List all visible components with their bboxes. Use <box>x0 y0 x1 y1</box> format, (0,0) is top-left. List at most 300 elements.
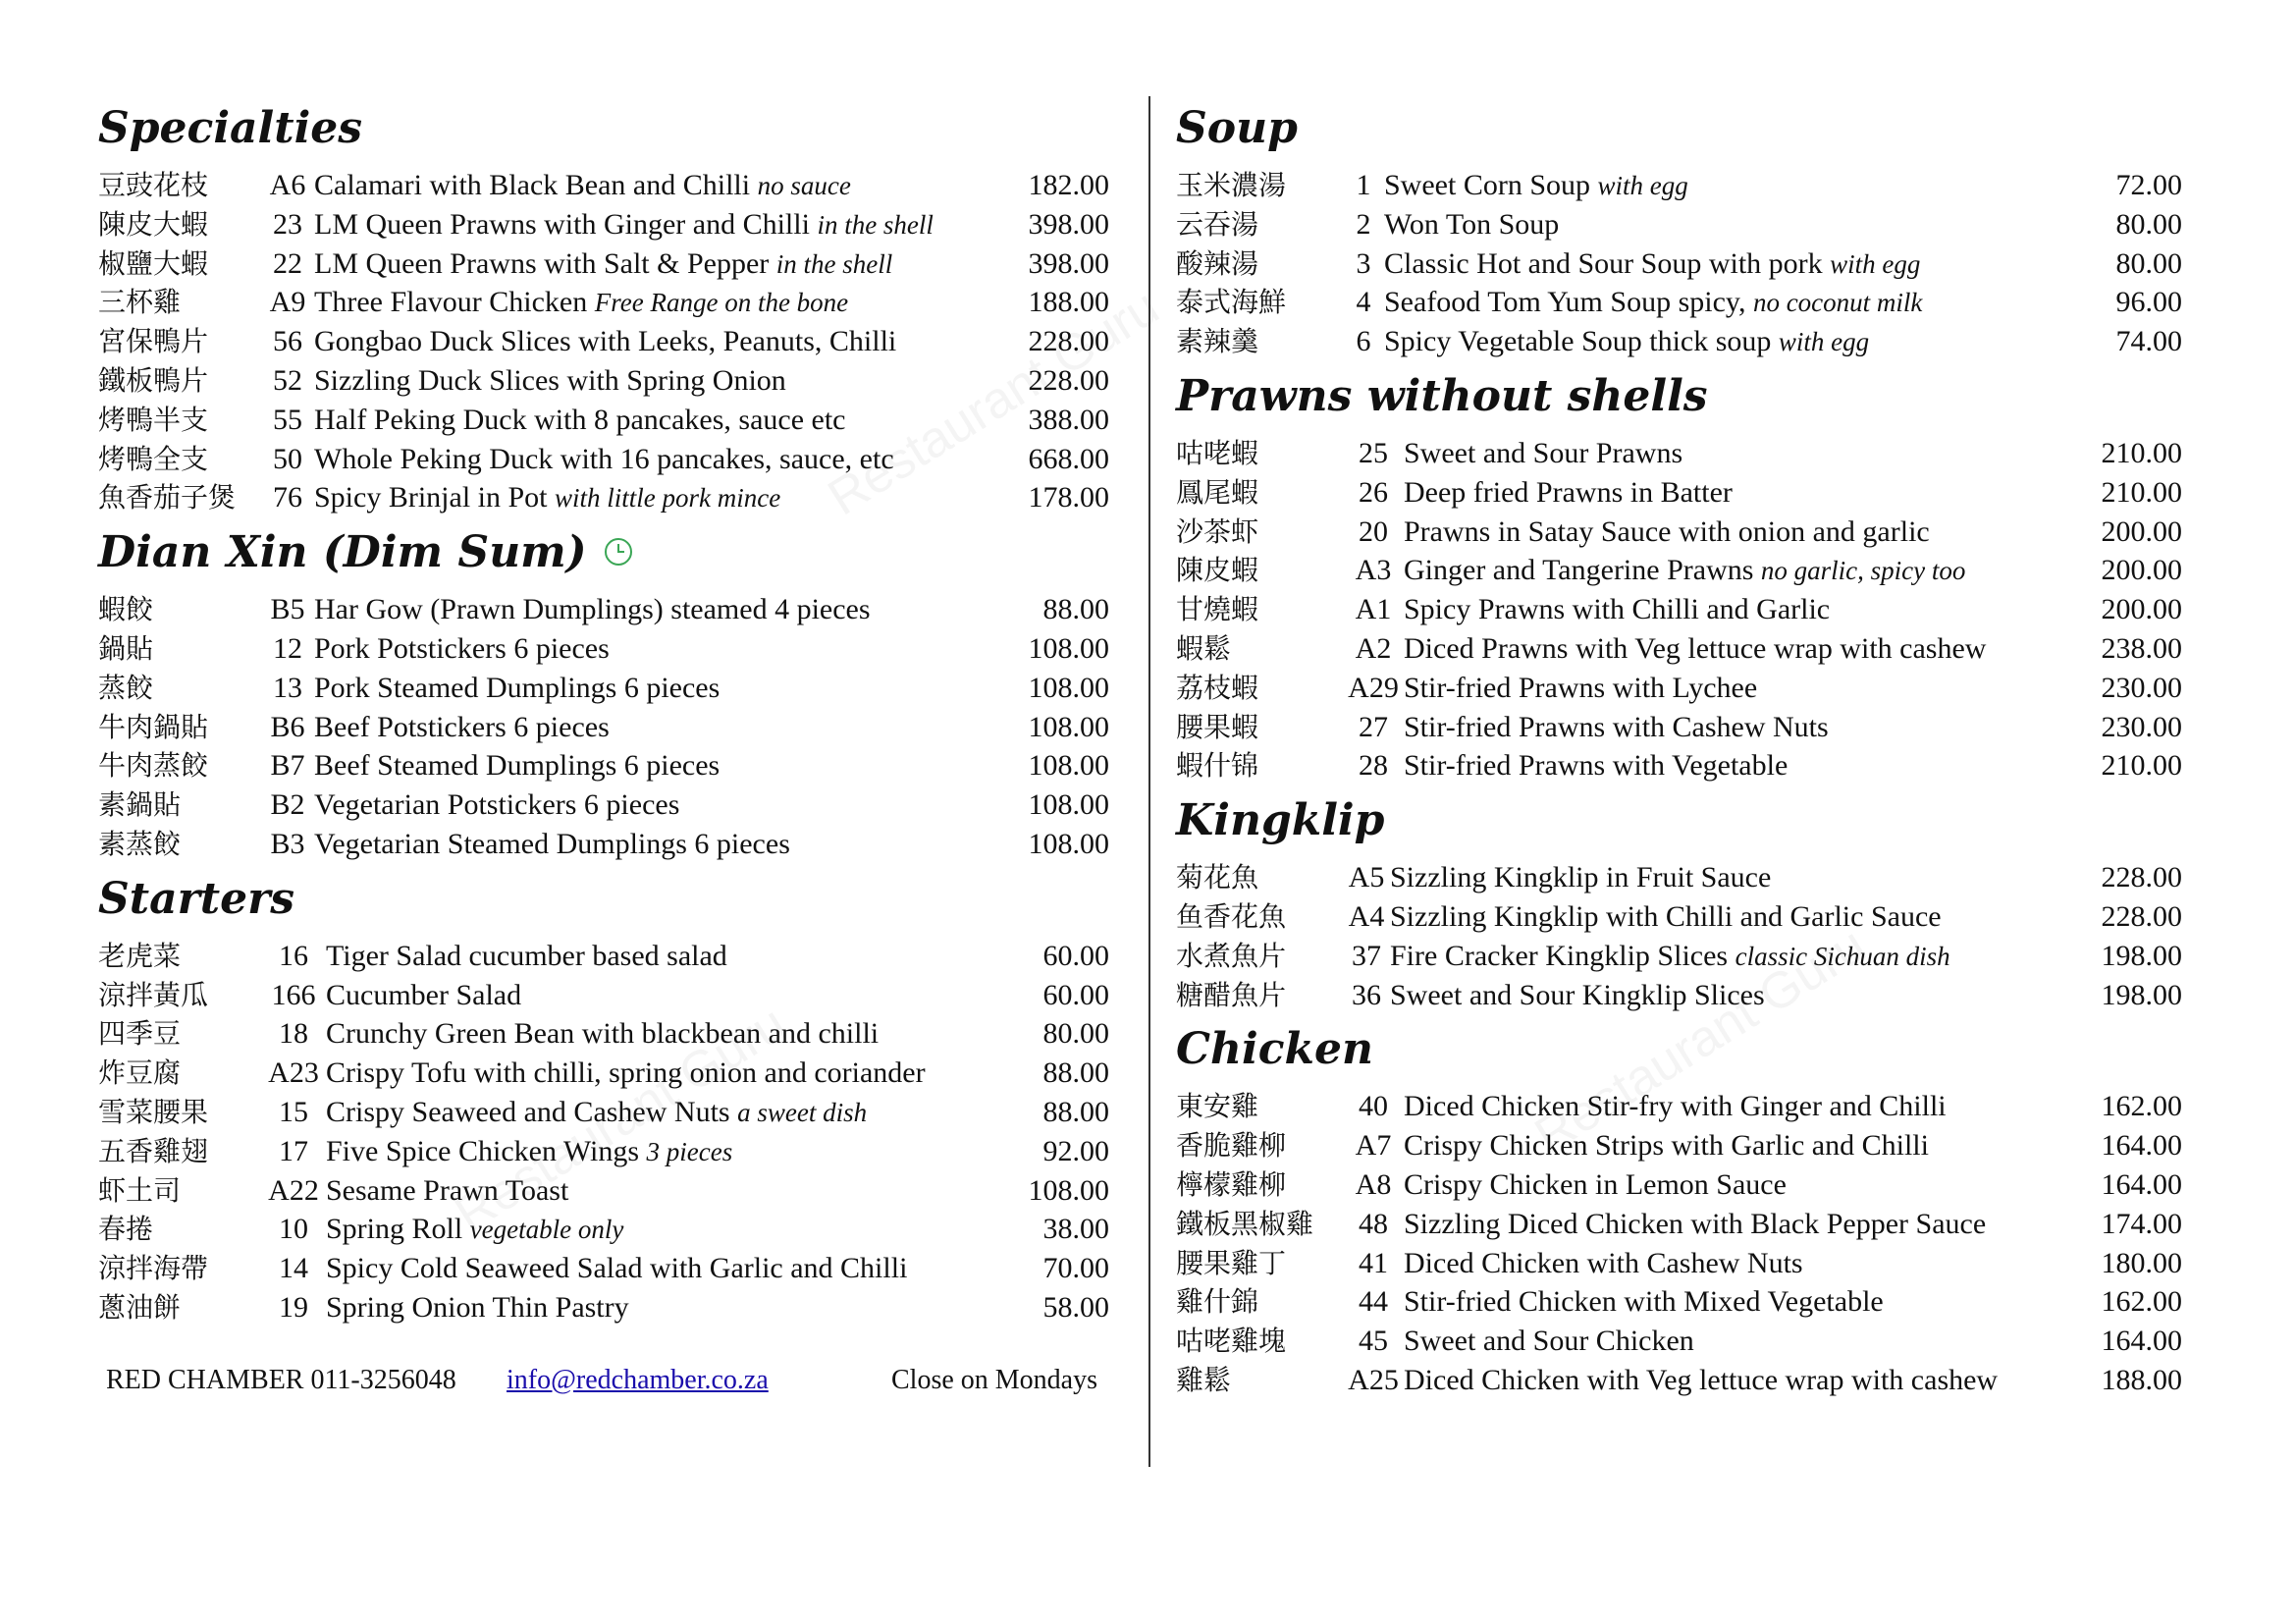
item-price: 80.00 <box>2115 207 2182 241</box>
item-name <box>314 401 972 440</box>
item-price: 200.00 <box>2101 593 2182 626</box>
item-code: B7 <box>270 749 305 783</box>
item-name-text: Diced Chicken with Veg lettuce wrap with cashew <box>1404 1363 1999 1396</box>
item-chinese-name: 腰果蝦 <box>1176 710 1259 743</box>
item-chinese-name: 春捲 <box>98 1213 154 1246</box>
item-price: 164.00 <box>2101 1325 2182 1358</box>
item-code: 76 <box>273 481 302 514</box>
section-specialties <box>98 93 1109 517</box>
menu-item <box>1176 1244 2182 1283</box>
menu-item <box>1176 669 2182 708</box>
section-prawns <box>1176 361 2182 785</box>
menu-item <box>98 1288 1109 1327</box>
item-name-text: Beef Potstickers 6 pieces <box>314 710 610 743</box>
item-name <box>326 1210 972 1250</box>
item-code: 17 <box>279 1134 308 1167</box>
menu-item <box>1176 858 2182 897</box>
item-chinese-name: 腰果雞丁 <box>1176 1246 1287 1279</box>
item-chinese-name: 陳皮大蝦 <box>98 207 209 241</box>
item-price: 108.00 <box>1028 631 1109 665</box>
item-name-text: Vegetarian Potstickers 6 pieces <box>314 788 680 822</box>
item-chinese-name: 荔枝蝦 <box>1176 671 1259 704</box>
item-name-text: Diced Chicken Stir-fry with Ginger and Chilli <box>1404 1090 1947 1123</box>
item-name-text: Three Flavour Chicken <box>314 286 588 319</box>
item-note: with egg <box>1778 327 1870 357</box>
item-name-text: Crispy Chicken in Lemon Sauce <box>1404 1167 1787 1201</box>
item-name <box>314 244 972 285</box>
item-code: A1 <box>1355 593 1392 626</box>
item-list <box>1176 434 2182 785</box>
item-note: in the shell <box>817 209 934 240</box>
menu-item <box>98 669 1109 708</box>
item-chinese-name: 檸檬雞柳 <box>1176 1167 1287 1201</box>
item-name <box>314 629 972 669</box>
item-name-text: Vegetarian Steamed Dumplings 6 pieces <box>314 827 790 860</box>
column-divider <box>1148 96 1150 1467</box>
item-name-text: Fire Cracker Kingklip Slices <box>1390 939 1729 972</box>
item-code: 28 <box>1359 749 1388 783</box>
item-code: 13 <box>273 671 302 704</box>
item-price: 108.00 <box>1028 788 1109 822</box>
item-code: 50 <box>273 442 302 475</box>
item-price: 96.00 <box>2115 286 2182 319</box>
item-name <box>1390 858 2055 897</box>
item-name <box>1404 629 2055 669</box>
item-name-text: Spicy Cold Seaweed Salad with Garlic and Chilli <box>326 1252 908 1285</box>
item-note: no coconut milk <box>1752 288 1923 318</box>
item-name-text: Calamari with Black Bean and Chilli <box>314 169 751 201</box>
item-name <box>314 746 972 785</box>
item-code: 20 <box>1359 514 1388 548</box>
item-name <box>1404 551 2055 591</box>
item-name-text: Sizzling Duck Slices with Spring Onion <box>314 363 786 397</box>
item-name <box>326 937 972 976</box>
item-name-text: Seafood Tom Yum Soup spicy, <box>1384 286 1746 319</box>
item-chinese-name: 咕咾雞塊 <box>1176 1325 1287 1358</box>
item-chinese-name: 椒鹽大蝦 <box>98 246 209 280</box>
item-price: 200.00 <box>2101 554 2182 587</box>
item-name-text: Won Ton Soup <box>1384 207 1560 241</box>
item-chinese-name: 素蒸餃 <box>98 827 182 860</box>
item-price: 210.00 <box>2101 749 2182 783</box>
item-price: 198.00 <box>2101 978 2182 1011</box>
item-name-text: LM Queen Prawns with Salt & Pepper <box>314 246 770 280</box>
item-name-text: Crispy Seaweed and Cashew Nuts <box>326 1095 730 1128</box>
item-name <box>314 669 972 708</box>
item-name <box>326 1249 972 1288</box>
item-price: 228.00 <box>1028 363 1109 397</box>
item-price: 108.00 <box>1028 827 1109 860</box>
menu-item <box>98 1249 1109 1288</box>
item-price: 210.00 <box>2101 475 2182 509</box>
item-price: 188.00 <box>1028 286 1109 319</box>
item-name <box>326 1288 972 1327</box>
item-name <box>326 1054 972 1093</box>
menu-item <box>1176 551 2182 590</box>
section-kingklip <box>1176 785 2182 1014</box>
item-name-text: Deep fried Prawns in Batter <box>1404 475 1733 509</box>
item-code: 41 <box>1359 1246 1388 1279</box>
item-note: no sauce <box>757 171 851 200</box>
item-price: 164.00 <box>2101 1167 2182 1201</box>
section-starters <box>98 864 1109 1327</box>
item-name-text: Prawns in Satay Sauce with onion and garlic <box>1404 514 1930 548</box>
item-name-text: Stir-fried Prawns with Vegetable <box>1404 749 1789 783</box>
menu-item <box>1176 1205 2182 1244</box>
item-price: 108.00 <box>1028 1173 1109 1207</box>
item-name <box>1404 1244 2055 1283</box>
item-price: 198.00 <box>2101 939 2182 972</box>
menu-item <box>98 1014 1109 1054</box>
item-name-text: Classic Hot and Sour Soup with pork <box>1384 246 1823 280</box>
menu-item <box>1176 1165 2182 1205</box>
item-name <box>1404 590 2055 629</box>
item-code: 166 <box>271 978 316 1011</box>
item-list <box>1176 858 2182 1014</box>
item-code: A3 <box>1355 554 1392 587</box>
item-name-text: Pork Steamed Dumplings 6 pieces <box>314 671 721 704</box>
restaurant-contact: RED CHAMBER 011-3256048 <box>106 1365 456 1395</box>
menu-item <box>1176 708 2182 747</box>
menu-item <box>1176 897 2182 937</box>
menu-item <box>1176 244 2182 284</box>
item-chinese-name: 沙茶虾 <box>1176 514 1259 548</box>
item-name <box>314 708 972 747</box>
item-price: 80.00 <box>1042 1017 1109 1051</box>
clock-icon <box>605 538 632 566</box>
menu-item <box>98 205 1109 244</box>
item-chinese-name: 鐵板鴨片 <box>98 363 209 397</box>
menu-item <box>98 1054 1109 1093</box>
item-name-text: Stir-fried Chicken with Mixed Vegetable <box>1404 1285 1884 1319</box>
section-title: Prawns without shells <box>1176 370 1708 421</box>
item-name-text: Half Peking Duck with 8 pancakes, sauce etc <box>314 403 846 436</box>
item-name <box>1404 1322 2055 1361</box>
item-price: 162.00 <box>2101 1285 2182 1319</box>
menu-item <box>98 1093 1109 1132</box>
item-name <box>1404 434 2055 473</box>
menu-item <box>98 440 1109 479</box>
item-code: 2 <box>1356 207 1371 241</box>
item-chinese-name: 虾土司 <box>98 1173 182 1207</box>
item-code: 22 <box>273 246 302 280</box>
item-code: 19 <box>279 1290 308 1324</box>
item-price: 108.00 <box>1028 671 1109 704</box>
item-name <box>314 785 972 825</box>
item-chinese-name: 雞鬆 <box>1176 1363 1232 1396</box>
item-chinese-name: 鱼香花魚 <box>1176 899 1287 933</box>
item-code: 37 <box>1352 939 1381 972</box>
item-name-text: Cucumber Salad <box>326 978 522 1011</box>
item-name-text: Ginger and Tangerine Prawns <box>1404 554 1754 587</box>
item-name <box>314 322 972 361</box>
item-chinese-name: 糖醋魚片 <box>1176 978 1287 1011</box>
menu-item <box>98 590 1109 629</box>
menu-item <box>1176 1361 2182 1400</box>
item-name <box>1390 976 2055 1015</box>
menu-item <box>1176 590 2182 629</box>
item-name <box>1404 473 2055 513</box>
menu-item <box>1176 166 2182 205</box>
item-price: 210.00 <box>2101 436 2182 469</box>
item-name-text: LM Queen Prawns with Ginger and Chilli <box>314 207 810 241</box>
item-price: 230.00 <box>2101 710 2182 743</box>
item-code: A6 <box>269 169 306 201</box>
item-note: 3 pieces <box>646 1136 733 1166</box>
item-price: 200.00 <box>2101 514 2182 548</box>
item-code: B3 <box>270 827 305 860</box>
item-name-text: Sweet and Sour Prawns <box>1404 436 1683 469</box>
menu-item <box>1176 205 2182 244</box>
item-list <box>98 166 1109 517</box>
item-name <box>1390 937 2055 977</box>
item-price: 92.00 <box>1042 1134 1109 1167</box>
section-dim-sum <box>98 517 1109 864</box>
menu-item <box>1176 283 2182 322</box>
item-name-text: Sizzling Diced Chicken with Black Pepper Sauce <box>1404 1207 1987 1240</box>
item-name <box>1390 897 2055 937</box>
menu-item <box>98 937 1109 976</box>
item-note: a sweet dish <box>737 1097 868 1127</box>
menu-item <box>1176 746 2182 785</box>
item-price: 60.00 <box>1042 939 1109 972</box>
item-name <box>314 440 972 479</box>
item-chinese-name: 四季豆 <box>98 1017 182 1051</box>
item-name <box>1404 746 2055 785</box>
item-name <box>1404 1282 2055 1322</box>
item-code: A25 <box>1348 1363 1399 1396</box>
item-code: B6 <box>270 710 305 743</box>
item-code: 25 <box>1359 436 1388 469</box>
item-chinese-name: 陳皮蝦 <box>1176 554 1259 587</box>
item-code: 12 <box>273 631 302 665</box>
section-soup <box>1176 93 2182 361</box>
item-price: 398.00 <box>1028 246 1109 280</box>
item-chinese-name: 菊花魚 <box>1176 861 1259 894</box>
item-price: 180.00 <box>2101 1246 2182 1279</box>
item-name-text: Sweet and Sour Kingklip Slices <box>1390 978 1765 1011</box>
item-chinese-name: 宮保鴨片 <box>98 325 209 358</box>
item-price: 58.00 <box>1042 1290 1109 1324</box>
section-title: Kingklip <box>1176 795 1385 846</box>
item-price: 38.00 <box>1042 1213 1109 1246</box>
item-name-text: Sizzling Kingklip with Chilli and Garlic Sauce <box>1390 899 1942 933</box>
item-price: 70.00 <box>1042 1252 1109 1285</box>
item-chinese-name: 牛肉鍋貼 <box>98 710 209 743</box>
item-name-text: Diced Prawns with Veg lettuce wrap with cashew <box>1404 631 1987 665</box>
item-chinese-name: 素辣羹 <box>1176 325 1259 358</box>
menu-item <box>98 976 1109 1015</box>
item-name <box>326 976 972 1015</box>
item-price: 108.00 <box>1028 710 1109 743</box>
menu-item <box>98 825 1109 864</box>
item-name-text: Stir-fried Prawns with Lychee <box>1404 671 1758 704</box>
menu-item <box>1176 473 2182 513</box>
item-chinese-name: 三杯雞 <box>98 286 182 319</box>
item-chinese-name: 云吞湯 <box>1176 207 1259 241</box>
item-price: 668.00 <box>1028 442 1109 475</box>
item-code: 18 <box>279 1017 308 1051</box>
item-name-text: Spring Onion Thin Pastry <box>326 1290 629 1324</box>
item-chinese-name: 雪菜腰果 <box>98 1095 209 1128</box>
item-name-text: Spicy Prawns with Chilli and Garlic <box>1404 593 1831 626</box>
item-name <box>1404 1205 2055 1244</box>
menu-item <box>98 1132 1109 1171</box>
item-price: 228.00 <box>2101 861 2182 894</box>
closed-notice: Close on Mondays <box>891 1365 1097 1395</box>
menu-item <box>98 283 1109 322</box>
menu-item <box>98 746 1109 785</box>
item-name <box>314 283 972 323</box>
menu-item <box>98 708 1109 747</box>
menu-item <box>98 361 1109 401</box>
item-chinese-name: 玉米濃湯 <box>1176 169 1287 201</box>
item-price: 88.00 <box>1042 1095 1109 1128</box>
item-code: 45 <box>1359 1325 1388 1358</box>
item-chinese-name: 牛肉蒸餃 <box>98 749 209 783</box>
item-price: 182.00 <box>1028 169 1109 201</box>
item-list <box>98 590 1109 864</box>
item-chinese-name: 烤鴨半支 <box>98 403 209 436</box>
section-title: Chicken <box>1176 1024 1373 1075</box>
item-code: 40 <box>1359 1090 1388 1123</box>
item-code: 23 <box>273 207 302 241</box>
item-code: A5 <box>1348 861 1385 894</box>
item-chinese-name: 蒸餃 <box>98 671 154 704</box>
item-price: 88.00 <box>1042 593 1109 626</box>
item-note: no garlic, spicy too <box>1760 556 1966 586</box>
item-name-text: Har Gow (Prawn Dumplings) steamed 4 pieces <box>314 593 871 626</box>
item-name <box>326 1093 972 1133</box>
right-column <box>1176 93 2182 1400</box>
item-name <box>1404 708 2055 747</box>
item-chinese-name: 炸豆腐 <box>98 1056 182 1090</box>
item-chinese-name: 香脆雞柳 <box>1176 1129 1287 1163</box>
item-name <box>326 1014 972 1054</box>
item-name <box>1404 669 2055 708</box>
menu-item <box>98 322 1109 361</box>
item-name-text: Sweet and Sour Chicken <box>1404 1325 1694 1358</box>
item-code: 27 <box>1359 710 1388 743</box>
item-name-text: Spicy Vegetable Soup thick soup <box>1384 325 1772 358</box>
section-title: Soup <box>1176 103 1298 153</box>
section-title-text: Dian Xin (Dim Sum) <box>98 527 587 578</box>
item-price: 398.00 <box>1028 207 1109 241</box>
menu-item <box>98 1171 1109 1211</box>
menu-item <box>98 785 1109 825</box>
item-price: 60.00 <box>1042 978 1109 1011</box>
item-price: 88.00 <box>1042 1056 1109 1090</box>
item-list <box>1176 1087 2182 1399</box>
menu-item <box>98 629 1109 669</box>
item-name-text: Five Spice Chicken Wings <box>326 1134 640 1167</box>
item-price: 228.00 <box>1028 325 1109 358</box>
menu-item <box>98 401 1109 440</box>
section-title <box>98 517 1109 590</box>
item-note: vegetable only <box>469 1215 624 1245</box>
menu-item <box>1176 1087 2182 1126</box>
menu-item <box>1176 513 2182 552</box>
item-code: A8 <box>1355 1167 1392 1201</box>
email-link[interactable]: info@redchamber.co.za <box>507 1365 769 1395</box>
item-price: 108.00 <box>1028 749 1109 783</box>
item-name <box>1384 283 2055 323</box>
item-name-text: Stir-fried Prawns with Cashew Nuts <box>1404 710 1829 743</box>
item-note: Free Range on the bone <box>594 288 849 318</box>
item-chinese-name: 蔥油餅 <box>98 1290 182 1324</box>
item-name <box>314 825 972 864</box>
item-code: B5 <box>270 593 305 626</box>
item-name <box>326 1132 972 1172</box>
item-name <box>1384 322 2055 362</box>
item-name <box>314 166 972 206</box>
item-chinese-name: 豆豉花枝 <box>98 169 209 201</box>
menu-item <box>1176 937 2182 976</box>
item-chinese-name: 泰式海鮮 <box>1176 286 1287 319</box>
item-price: 72.00 <box>2115 169 2182 201</box>
menu-item <box>98 244 1109 284</box>
menu-item <box>1176 1282 2182 1322</box>
item-code: 44 <box>1359 1285 1388 1319</box>
item-code: A7 <box>1355 1129 1392 1163</box>
menu-item <box>98 478 1109 517</box>
item-code: 55 <box>273 403 302 436</box>
item-chinese-name: 魚香茄子煲 <box>98 481 237 514</box>
item-code: A2 <box>1355 631 1392 665</box>
item-chinese-name: 咕咾蝦 <box>1176 436 1259 469</box>
item-chinese-name: 水煮魚片 <box>1176 939 1287 972</box>
section-title: Starters <box>98 873 295 924</box>
item-name <box>1384 166 2055 206</box>
item-chinese-name: 老虎菜 <box>98 939 182 972</box>
item-chinese-name: 蝦鬆 <box>1176 631 1232 665</box>
item-list <box>98 937 1109 1327</box>
item-chinese-name: 雞什錦 <box>1176 1285 1259 1319</box>
item-code: 4 <box>1356 286 1371 319</box>
item-price: 74.00 <box>2115 325 2182 358</box>
item-name <box>314 361 972 401</box>
menu-item <box>1176 434 2182 473</box>
item-chinese-name: 涼拌海帶 <box>98 1252 209 1285</box>
item-price: 388.00 <box>1028 403 1109 436</box>
left-column <box>98 93 1109 1327</box>
item-code: 10 <box>279 1213 308 1246</box>
item-code: A29 <box>1348 671 1399 704</box>
item-name <box>314 205 972 245</box>
item-name <box>1384 244 2055 285</box>
item-name-text: Beef Steamed Dumplings 6 pieces <box>314 749 721 783</box>
item-price: 228.00 <box>2101 899 2182 933</box>
item-name <box>314 590 972 629</box>
menu-item <box>1176 1126 2182 1165</box>
item-note: with egg <box>1597 171 1688 200</box>
item-name-text: Diced Chicken with Cashew Nuts <box>1404 1246 1803 1279</box>
item-name <box>314 478 972 518</box>
item-price: 174.00 <box>2101 1207 2182 1240</box>
item-price: 164.00 <box>2101 1129 2182 1163</box>
item-name <box>1404 1126 2055 1165</box>
item-price: 80.00 <box>2115 246 2182 280</box>
item-name <box>1404 513 2055 552</box>
item-name-text: Spring Roll <box>326 1213 463 1246</box>
item-price: 238.00 <box>2101 631 2182 665</box>
item-name-text: Tiger Salad cucumber based salad <box>326 939 727 972</box>
item-chinese-name: 鍋貼 <box>98 631 154 665</box>
item-name-text: Crispy Tofu with chilli, spring onion and coriander <box>326 1056 926 1090</box>
item-code: 3 <box>1356 246 1371 280</box>
menu-item <box>1176 1322 2182 1361</box>
menu-item <box>98 166 1109 205</box>
